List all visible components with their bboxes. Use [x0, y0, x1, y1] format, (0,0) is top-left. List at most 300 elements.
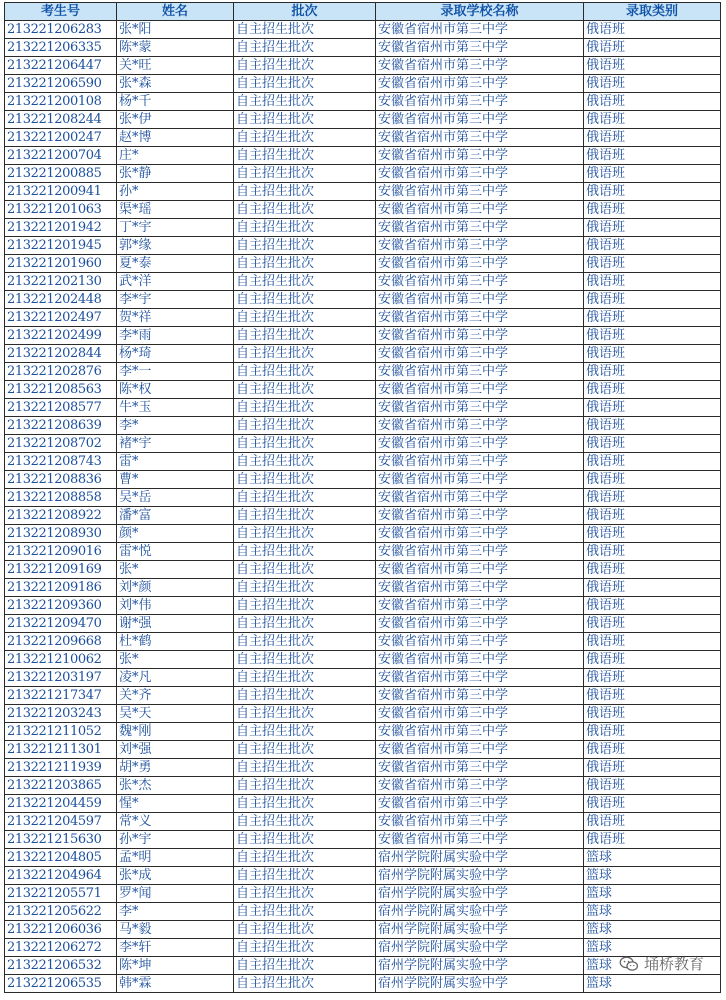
name-cell: 雷*悦	[117, 543, 234, 561]
category-cell: 俄语班	[584, 111, 721, 129]
exam-number-cell: 213221208577	[5, 399, 117, 417]
category-cell: 篮球	[584, 885, 721, 903]
exam-number-cell: 213221200941	[5, 183, 117, 201]
name-cell: 赵*博	[117, 129, 234, 147]
name-cell: 曹*	[117, 471, 234, 489]
exam-number-cell: 213221208244	[5, 111, 117, 129]
batch-cell: 自主招生批次	[234, 543, 376, 561]
header-category: 录取类别	[584, 3, 721, 21]
table-row	[5, 687, 721, 705]
category-cell: 俄语班	[584, 309, 721, 327]
watermark	[619, 953, 704, 974]
batch-cell: 自主招生批次	[234, 183, 376, 201]
exam-number-cell: 213221202876	[5, 363, 117, 381]
category-cell: 篮球	[584, 849, 721, 867]
school-cell: 安徽省宿州市第三中学	[376, 219, 584, 237]
exam-number-cell: 213221200108	[5, 93, 117, 111]
school-cell: 安徽省宿州市第三中学	[376, 579, 584, 597]
name-cell: 陈*权	[117, 381, 234, 399]
category-cell: 俄语班	[584, 723, 721, 741]
table-row	[5, 57, 721, 75]
name-cell: 吴*岳	[117, 489, 234, 507]
exam-number-cell: 213221209186	[5, 579, 117, 597]
category-cell: 俄语班	[584, 831, 721, 849]
batch-cell: 自主招生批次	[234, 39, 376, 57]
table-row	[5, 345, 721, 363]
batch-cell: 自主招生批次	[234, 777, 376, 795]
exam-number-cell: 213221209470	[5, 615, 117, 633]
batch-cell: 自主招生批次	[234, 525, 376, 543]
name-cell: 孟*明	[117, 849, 234, 867]
batch-cell: 自主招生批次	[234, 219, 376, 237]
table-row	[5, 543, 721, 561]
header-school: 录取学校名称	[376, 3, 584, 21]
school-cell: 宿州学院附属实验中学	[376, 885, 584, 903]
category-cell: 篮球	[584, 867, 721, 885]
name-cell: 张*伊	[117, 111, 234, 129]
batch-cell: 自主招生批次	[234, 633, 376, 651]
batch-cell: 自主招生批次	[234, 957, 376, 975]
exam-number-cell: 213221203197	[5, 669, 117, 687]
school-cell: 安徽省宿州市第三中学	[376, 129, 584, 147]
batch-cell: 自主招生批次	[234, 147, 376, 165]
table-row	[5, 975, 721, 993]
category-cell: 俄语班	[584, 201, 721, 219]
table-row	[5, 723, 721, 741]
table-row	[5, 273, 721, 291]
category-cell: 俄语班	[584, 147, 721, 165]
school-cell: 安徽省宿州市第三中学	[376, 381, 584, 399]
batch-cell: 自主招生批次	[234, 201, 376, 219]
name-cell: 关*齐	[117, 687, 234, 705]
school-cell: 安徽省宿州市第三中学	[376, 363, 584, 381]
category-cell: 俄语班	[584, 219, 721, 237]
table-row	[5, 939, 721, 957]
name-cell: 李*轩	[117, 939, 234, 957]
school-cell: 安徽省宿州市第三中学	[376, 525, 584, 543]
batch-cell: 自主招生批次	[234, 597, 376, 615]
school-cell: 安徽省宿州市第三中学	[376, 327, 584, 345]
category-cell: 俄语班	[584, 183, 721, 201]
table-row	[5, 93, 721, 111]
batch-cell: 自主招生批次	[234, 399, 376, 417]
table-row	[5, 525, 721, 543]
batch-cell: 自主招生批次	[234, 21, 376, 39]
name-cell: 胡*勇	[117, 759, 234, 777]
batch-cell: 自主招生批次	[234, 921, 376, 939]
exam-number-cell: 213221209360	[5, 597, 117, 615]
category-cell: 俄语班	[584, 795, 721, 813]
category-cell: 俄语班	[584, 273, 721, 291]
category-cell: 俄语班	[584, 615, 721, 633]
category-cell: 俄语班	[584, 705, 721, 723]
exam-number-cell: 213221204459	[5, 795, 117, 813]
batch-cell: 自主招生批次	[234, 75, 376, 93]
batch-cell: 自主招生批次	[234, 723, 376, 741]
name-cell: 吴*天	[117, 705, 234, 723]
category-cell: 俄语班	[584, 129, 721, 147]
exam-number-cell: 213221211301	[5, 741, 117, 759]
table-row	[5, 507, 721, 525]
school-cell: 安徽省宿州市第三中学	[376, 255, 584, 273]
school-cell: 安徽省宿州市第三中学	[376, 687, 584, 705]
exam-number-cell: 213221209016	[5, 543, 117, 561]
batch-cell: 自主招生批次	[234, 57, 376, 75]
category-cell: 俄语班	[584, 507, 721, 525]
exam-number-cell: 213221203865	[5, 777, 117, 795]
school-cell: 安徽省宿州市第三中学	[376, 741, 584, 759]
exam-number-cell: 213221209668	[5, 633, 117, 651]
school-cell: 安徽省宿州市第三中学	[376, 111, 584, 129]
exam-number-cell: 213221206283	[5, 21, 117, 39]
category-cell: 篮球	[584, 975, 721, 993]
category-cell: 俄语班	[584, 471, 721, 489]
table-row	[5, 129, 721, 147]
school-cell: 安徽省宿州市第三中学	[376, 21, 584, 39]
table-row	[5, 903, 721, 921]
name-cell: 惺*	[117, 795, 234, 813]
table-row	[5, 165, 721, 183]
school-cell: 安徽省宿州市第三中学	[376, 453, 584, 471]
table-row	[5, 597, 721, 615]
batch-cell: 自主招生批次	[234, 273, 376, 291]
batch-cell: 自主招生批次	[234, 813, 376, 831]
school-cell: 安徽省宿州市第三中学	[376, 471, 584, 489]
exam-number-cell: 213221208858	[5, 489, 117, 507]
batch-cell: 自主招生批次	[234, 327, 376, 345]
exam-number-cell: 213221209169	[5, 561, 117, 579]
table-row	[5, 255, 721, 273]
category-cell: 俄语班	[584, 75, 721, 93]
name-cell: 李*一	[117, 363, 234, 381]
school-cell: 安徽省宿州市第三中学	[376, 183, 584, 201]
table-row	[5, 831, 721, 849]
name-cell: 牛*玉	[117, 399, 234, 417]
name-cell: 颜*	[117, 525, 234, 543]
name-cell: 武*洋	[117, 273, 234, 291]
batch-cell: 自主招生批次	[234, 237, 376, 255]
table-row	[5, 417, 721, 435]
table-row	[5, 471, 721, 489]
table-row	[5, 219, 721, 237]
category-cell: 俄语班	[584, 453, 721, 471]
header-name: 姓名	[117, 3, 234, 21]
exam-number-cell: 213221205571	[5, 885, 117, 903]
school-cell: 安徽省宿州市第三中学	[376, 345, 584, 363]
table-row	[5, 561, 721, 579]
exam-number-cell: 213221201960	[5, 255, 117, 273]
exam-number-cell: 213221217347	[5, 687, 117, 705]
exam-number-cell: 213221206532	[5, 957, 117, 975]
name-cell: 李*	[117, 417, 234, 435]
category-cell: 俄语班	[584, 759, 721, 777]
name-cell: 夏*泰	[117, 255, 234, 273]
category-cell: 俄语班	[584, 597, 721, 615]
category-cell: 俄语班	[584, 651, 721, 669]
batch-cell: 自主招生批次	[234, 111, 376, 129]
table-row	[5, 75, 721, 93]
category-cell: 俄语班	[584, 435, 721, 453]
name-cell: 刘*伟	[117, 597, 234, 615]
batch-cell: 自主招生批次	[234, 741, 376, 759]
name-cell: 刘*强	[117, 741, 234, 759]
table-row	[5, 201, 721, 219]
batch-cell: 自主招生批次	[234, 975, 376, 993]
school-cell: 安徽省宿州市第三中学	[376, 489, 584, 507]
school-cell: 安徽省宿州市第三中学	[376, 57, 584, 75]
school-cell: 安徽省宿州市第三中学	[376, 831, 584, 849]
name-cell: 庄*	[117, 147, 234, 165]
exam-number-cell: 213221210062	[5, 651, 117, 669]
batch-cell: 自主招生批次	[234, 705, 376, 723]
batch-cell: 自主招生批次	[234, 489, 376, 507]
school-cell: 安徽省宿州市第三中学	[376, 705, 584, 723]
batch-cell: 自主招生批次	[234, 561, 376, 579]
watermark-text: 埇桥教育	[643, 955, 704, 973]
exam-number-cell: 213221206590	[5, 75, 117, 93]
batch-cell: 自主招生批次	[234, 255, 376, 273]
table-row	[5, 669, 721, 687]
batch-cell: 自主招生批次	[234, 903, 376, 921]
exam-number-cell: 213221202499	[5, 327, 117, 345]
category-cell: 俄语班	[584, 165, 721, 183]
table-row	[5, 759, 721, 777]
table-row	[5, 795, 721, 813]
category-cell: 俄语班	[584, 489, 721, 507]
category-cell: 俄语班	[584, 363, 721, 381]
table-row	[5, 453, 721, 471]
school-cell: 宿州学院附属实验中学	[376, 939, 584, 957]
table-row	[5, 111, 721, 129]
table-row	[5, 615, 721, 633]
name-cell: 渠*瑶	[117, 201, 234, 219]
name-cell: 罗*闻	[117, 885, 234, 903]
table-row	[5, 705, 721, 723]
category-cell: 俄语班	[584, 777, 721, 795]
school-cell: 安徽省宿州市第三中学	[376, 309, 584, 327]
table-row	[5, 885, 721, 903]
table-row	[5, 813, 721, 831]
exam-number-cell: 213221208702	[5, 435, 117, 453]
category-cell: 俄语班	[584, 237, 721, 255]
exam-number-cell: 213221204805	[5, 849, 117, 867]
name-cell: 潘*富	[117, 507, 234, 525]
header-exam-number: 考生号	[5, 3, 117, 21]
name-cell: 贺*祥	[117, 309, 234, 327]
name-cell: 孙*宇	[117, 831, 234, 849]
school-cell: 安徽省宿州市第三中学	[376, 795, 584, 813]
name-cell: 凌*凡	[117, 669, 234, 687]
batch-cell: 自主招生批次	[234, 669, 376, 687]
batch-cell: 自主招生批次	[234, 345, 376, 363]
school-cell: 安徽省宿州市第三中学	[376, 723, 584, 741]
category-cell: 俄语班	[584, 327, 721, 345]
category-cell: 俄语班	[584, 525, 721, 543]
batch-cell: 自主招生批次	[234, 885, 376, 903]
name-cell: 李*	[117, 903, 234, 921]
name-cell: 丁*宇	[117, 219, 234, 237]
exam-number-cell: 213221201063	[5, 201, 117, 219]
batch-cell: 自主招生批次	[234, 687, 376, 705]
exam-number-cell: 213221206036	[5, 921, 117, 939]
table-row	[5, 435, 721, 453]
school-cell: 安徽省宿州市第三中学	[376, 39, 584, 57]
category-cell: 俄语班	[584, 21, 721, 39]
category-cell: 俄语班	[584, 579, 721, 597]
name-cell: 李*宇	[117, 291, 234, 309]
school-cell: 安徽省宿州市第三中学	[376, 669, 584, 687]
name-cell: 雷*	[117, 453, 234, 471]
exam-number-cell: 213221202130	[5, 273, 117, 291]
name-cell: 谢*强	[117, 615, 234, 633]
school-cell: 安徽省宿州市第三中学	[376, 237, 584, 255]
batch-cell: 自主招生批次	[234, 831, 376, 849]
name-cell: 张*成	[117, 867, 234, 885]
batch-cell: 自主招生批次	[234, 93, 376, 111]
exam-number-cell: 213221206335	[5, 39, 117, 57]
category-cell: 俄语班	[584, 255, 721, 273]
name-cell: 孙*	[117, 183, 234, 201]
school-cell: 安徽省宿州市第三中学	[376, 543, 584, 561]
school-cell: 安徽省宿州市第三中学	[376, 633, 584, 651]
school-cell: 宿州学院附属实验中学	[376, 921, 584, 939]
category-cell: 篮球	[584, 921, 721, 939]
exam-number-cell: 213221201942	[5, 219, 117, 237]
category-cell: 俄语班	[584, 669, 721, 687]
table-row	[5, 867, 721, 885]
table-row	[5, 489, 721, 507]
exam-number-cell: 213221206535	[5, 975, 117, 993]
table-row	[5, 579, 721, 597]
batch-cell: 自主招生批次	[234, 615, 376, 633]
exam-number-cell: 213221208836	[5, 471, 117, 489]
exam-number-cell: 213221202844	[5, 345, 117, 363]
batch-cell: 自主招生批次	[234, 291, 376, 309]
category-cell: 篮球	[584, 957, 721, 975]
batch-cell: 自主招生批次	[234, 651, 376, 669]
exam-number-cell: 213221206272	[5, 939, 117, 957]
category-cell: 俄语班	[584, 813, 721, 831]
batch-cell: 自主招生批次	[234, 435, 376, 453]
batch-cell: 自主招生批次	[234, 795, 376, 813]
school-cell: 安徽省宿州市第三中学	[376, 759, 584, 777]
school-cell: 安徽省宿州市第三中学	[376, 93, 584, 111]
category-cell: 俄语班	[584, 381, 721, 399]
name-cell: 韩*霖	[117, 975, 234, 993]
exam-number-cell: 213221211052	[5, 723, 117, 741]
exam-number-cell: 213221208922	[5, 507, 117, 525]
school-cell: 安徽省宿州市第三中学	[376, 75, 584, 93]
table-body	[5, 21, 721, 993]
category-cell: 俄语班	[584, 633, 721, 651]
exam-number-cell: 213221200704	[5, 147, 117, 165]
school-cell: 安徽省宿州市第三中学	[376, 165, 584, 183]
school-cell: 宿州学院附属实验中学	[376, 867, 584, 885]
exam-number-cell: 213221211939	[5, 759, 117, 777]
table-row	[5, 381, 721, 399]
name-cell: 李*雨	[117, 327, 234, 345]
school-cell: 安徽省宿州市第三中学	[376, 273, 584, 291]
table-row	[5, 291, 721, 309]
table-row	[5, 21, 721, 39]
exam-number-cell: 213221204597	[5, 813, 117, 831]
exam-number-cell: 213221202448	[5, 291, 117, 309]
school-cell: 宿州学院附属实验中学	[376, 903, 584, 921]
table-row	[5, 921, 721, 939]
exam-number-cell: 213221208930	[5, 525, 117, 543]
category-cell: 俄语班	[584, 417, 721, 435]
category-cell: 俄语班	[584, 399, 721, 417]
school-cell: 宿州学院附属实验中学	[376, 957, 584, 975]
table-row	[5, 183, 721, 201]
exam-number-cell: 213221200885	[5, 165, 117, 183]
category-cell: 篮球	[584, 939, 721, 957]
table-row	[5, 777, 721, 795]
header-row	[5, 3, 721, 21]
school-cell: 宿州学院附属实验中学	[376, 975, 584, 993]
exam-number-cell: 213221206447	[5, 57, 117, 75]
batch-cell: 自主招生批次	[234, 849, 376, 867]
category-cell: 俄语班	[584, 39, 721, 57]
table-row	[5, 957, 721, 975]
exam-number-cell: 213221208563	[5, 381, 117, 399]
school-cell: 安徽省宿州市第三中学	[376, 507, 584, 525]
name-cell: 张*阳	[117, 21, 234, 39]
table-row	[5, 309, 721, 327]
batch-cell: 自主招生批次	[234, 453, 376, 471]
category-cell: 俄语班	[584, 741, 721, 759]
table-row	[5, 633, 721, 651]
exam-number-cell: 213221203243	[5, 705, 117, 723]
exam-number-cell: 213221201945	[5, 237, 117, 255]
admission-table	[4, 2, 721, 993]
name-cell: 张*	[117, 651, 234, 669]
batch-cell: 自主招生批次	[234, 471, 376, 489]
table-row	[5, 147, 721, 165]
category-cell: 俄语班	[584, 561, 721, 579]
name-cell: 关*旺	[117, 57, 234, 75]
table-row	[5, 741, 721, 759]
name-cell: 杨*千	[117, 93, 234, 111]
name-cell: 刘*颜	[117, 579, 234, 597]
batch-cell: 自主招生批次	[234, 309, 376, 327]
category-cell: 俄语班	[584, 345, 721, 363]
batch-cell: 自主招生批次	[234, 363, 376, 381]
category-cell: 俄语班	[584, 687, 721, 705]
table-row	[5, 651, 721, 669]
batch-cell: 自主招生批次	[234, 129, 376, 147]
wechat-icon	[619, 956, 639, 972]
school-cell: 安徽省宿州市第三中学	[376, 417, 584, 435]
exam-number-cell: 213221208639	[5, 417, 117, 435]
table-header	[5, 3, 721, 21]
name-cell: 张*森	[117, 75, 234, 93]
name-cell: 褚*宇	[117, 435, 234, 453]
name-cell: 杜*鹤	[117, 633, 234, 651]
batch-cell: 自主招生批次	[234, 507, 376, 525]
header-batch: 批次	[234, 3, 376, 21]
school-cell: 安徽省宿州市第三中学	[376, 291, 584, 309]
batch-cell: 自主招生批次	[234, 417, 376, 435]
school-cell: 安徽省宿州市第三中学	[376, 597, 584, 615]
name-cell: 常*义	[117, 813, 234, 831]
exam-number-cell: 213221202497	[5, 309, 117, 327]
name-cell: 陈*蒙	[117, 39, 234, 57]
school-cell: 安徽省宿州市第三中学	[376, 615, 584, 633]
table-row	[5, 849, 721, 867]
school-cell: 安徽省宿州市第三中学	[376, 435, 584, 453]
school-cell: 安徽省宿州市第三中学	[376, 399, 584, 417]
